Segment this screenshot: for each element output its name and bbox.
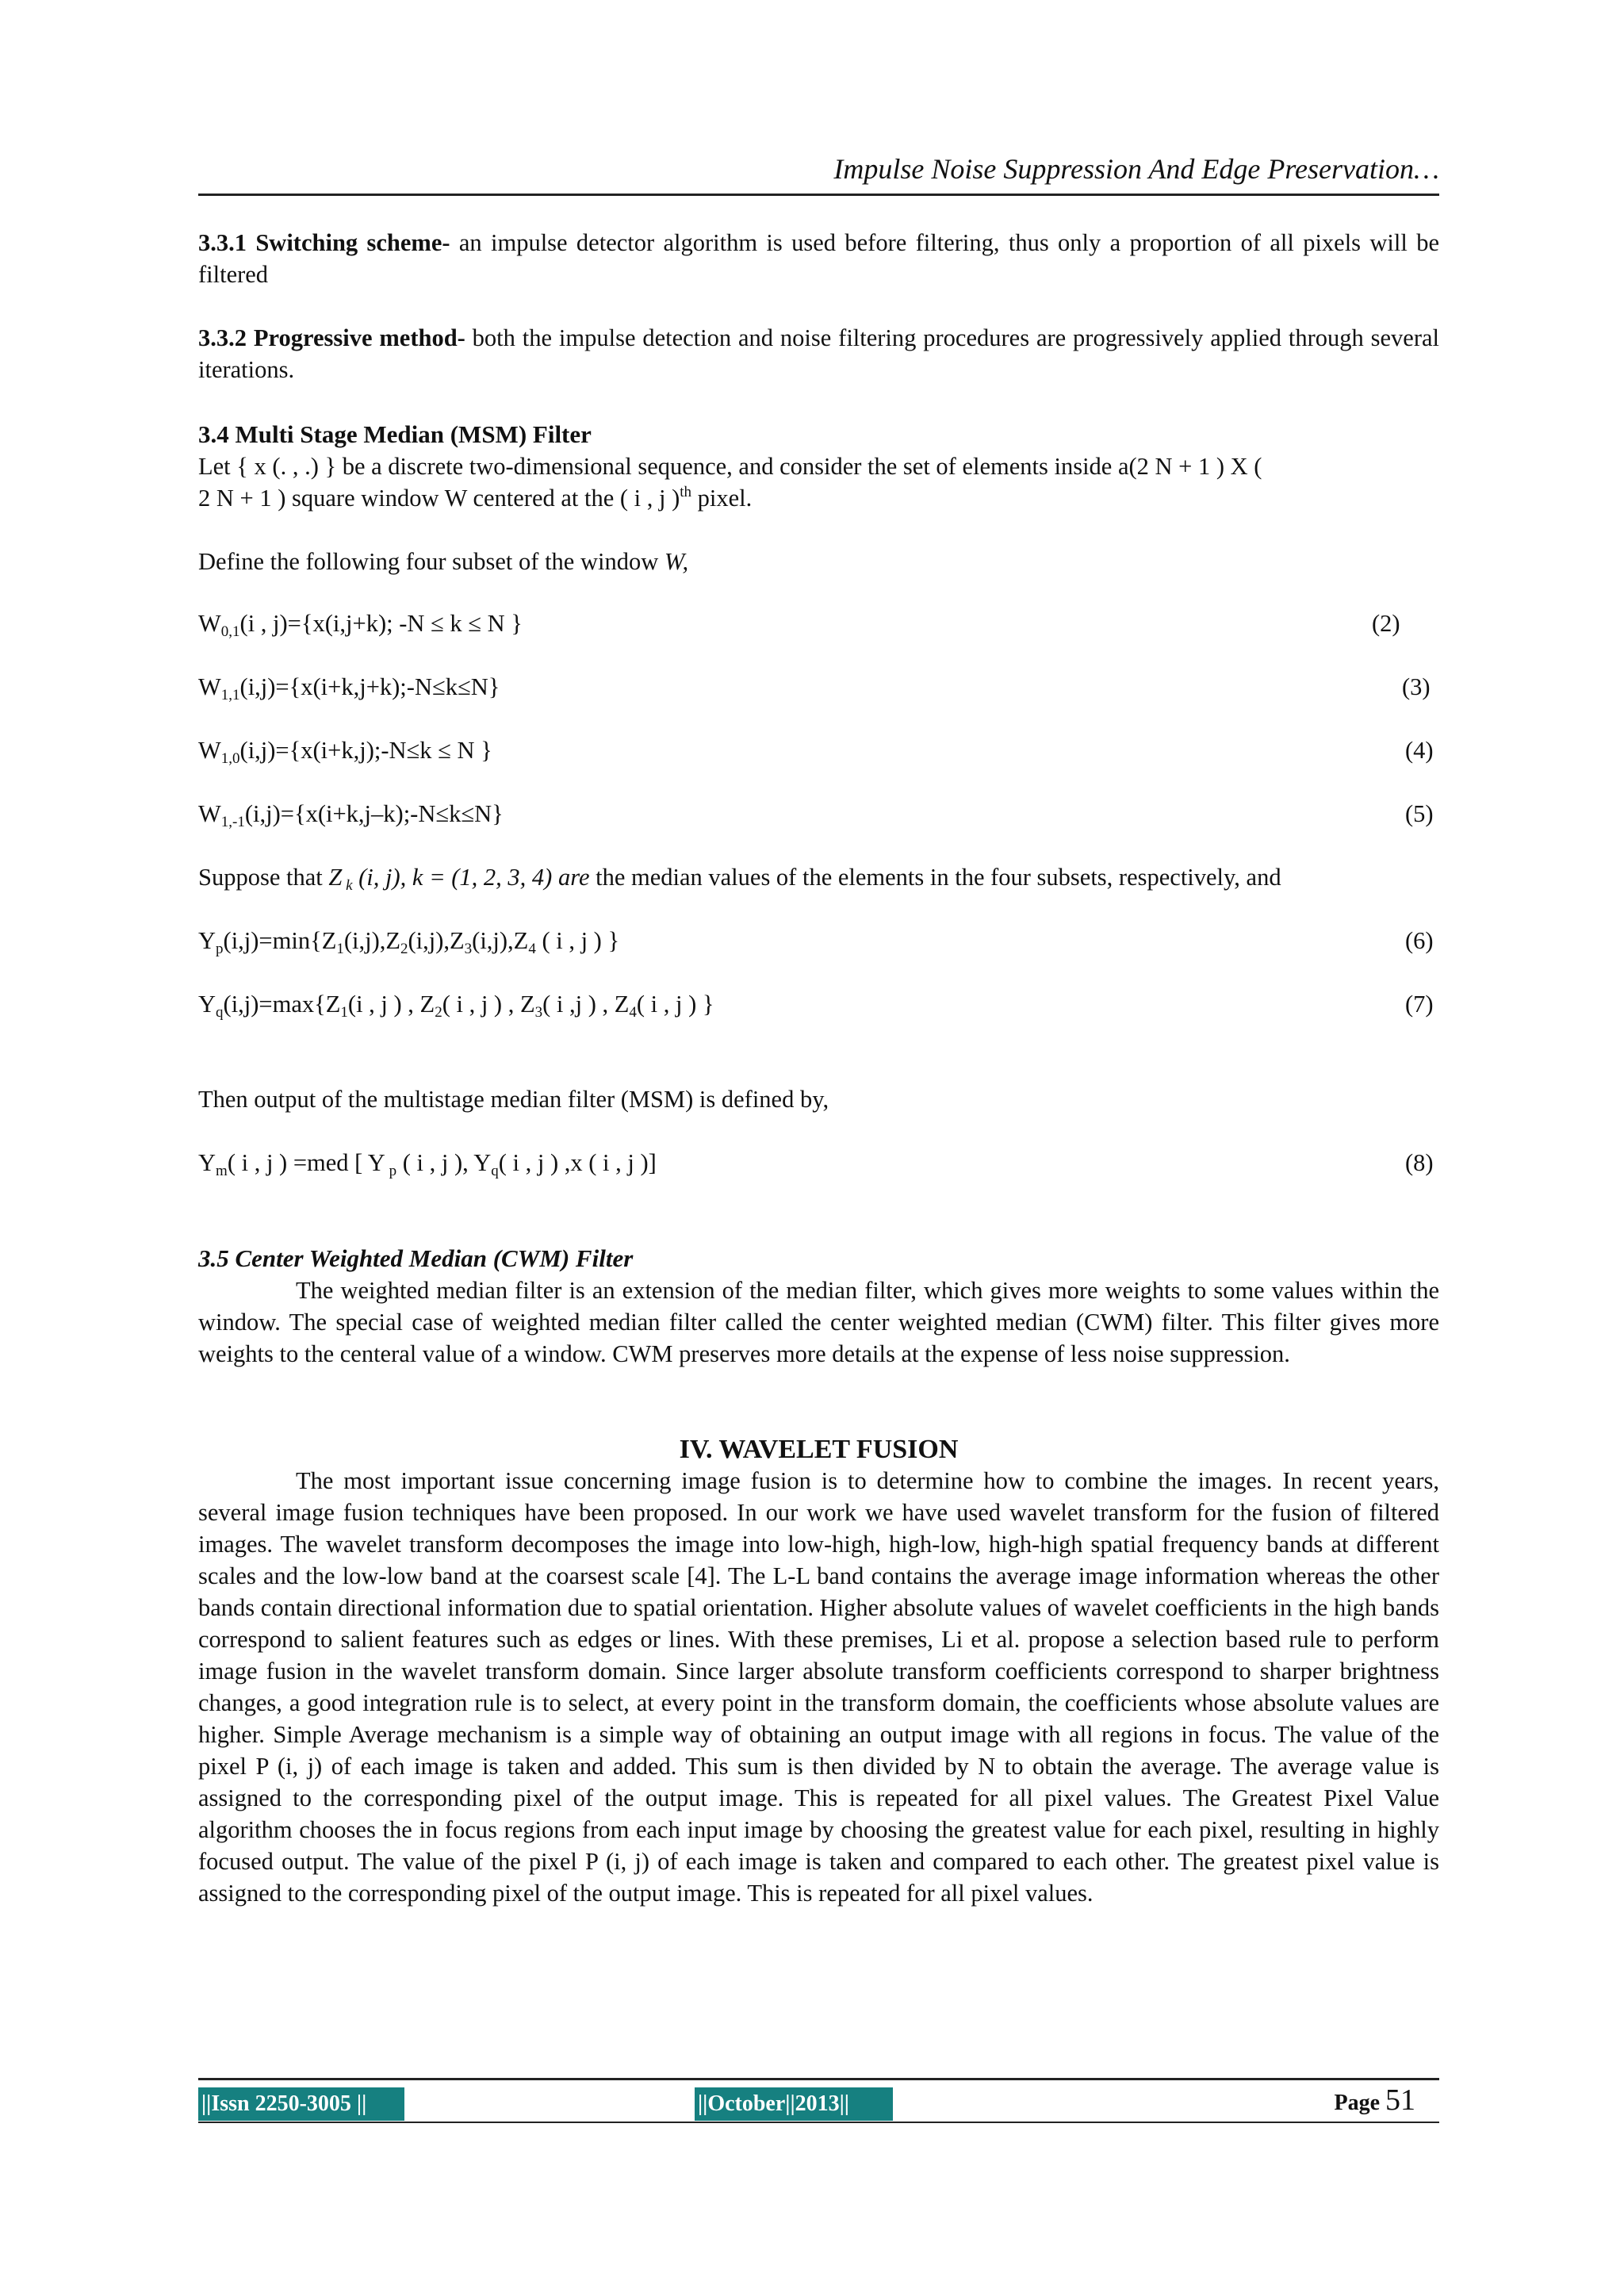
define-subsets-line: Define the following four subset of the window W,	[198, 548, 689, 575]
equation-number-5: (5)	[1405, 800, 1434, 827]
header-rule	[198, 194, 1439, 196]
equation-5: $W_{1,-1}(i,j)=\{x(i+k,j-k);-N\le k\le N\}$	[198, 800, 504, 830]
heading-3-3-1: 3.3.1 Switching scheme-	[198, 229, 450, 256]
paragraph-progressive-method	[198, 322, 1439, 385]
equation-3: $W_{1,1}(i,j)=\{x(i+k,j+k);-N\le k\le N\}$	[198, 673, 500, 703]
running-header: Impulse Noise Suppression And Edge Preservation…	[833, 153, 1439, 185]
footer-rule-bottom	[198, 2122, 1439, 2123]
footer-rule-top	[198, 2078, 1439, 2080]
footer-issn: ||Issn 2250-3005 ||	[198, 2087, 404, 2121]
text-3-3-1: an impulse detector algorithm is used before filtering, thus only a proportion of all pixels will be filtered	[198, 229, 1439, 288]
equation-2: $W_{0,1}(i$ , j)={x(i,j+k); -N ≤ k ≤ N }	[198, 610, 523, 640]
suppose-line: Suppose that Z $_k$ (i, j), k = (1, 2, 3, 4) are the median values of the elements in the four subsets, respectively, and	[198, 864, 1281, 894]
equation-6: $Y_p(i,j)=\min\{Z_1(i,j),Z_2(i,j),Z_3(i,j),Z_4$ ( i , j ) }	[198, 927, 620, 957]
paragraph-cwm-filter: The weighted median filter is an extension of the median filter, which gives more weights to some values within the window. The special case of weighted median filter called the center weighted median (CWM) filter. This filter gives more weights to the centeral value of a window. CWM preserves more details at the expense of less noise suppression.	[198, 1277, 1439, 1367]
section-heading-iv: IV. WAVELET FUSION	[679, 1435, 959, 1464]
paragraph-wavelet-fusion: The most important issue concerning image fusion is to determine how to combine the images. In recent years, several image fusion techniques have been proposed. In our work we have used wavelet transform for the fusion of filtered images. The wavelet transform decomposes the image into low-high, high-low, high-high spatial frequency bands at different scales and the low-low band at the coarsest scale [4]. The L-L band contains the average image information whereas the other bands contain directional information due to spatial orientation. Higher absolute values of wavelet coefficients in the high bands correspond to salient features such as edges or lines. With these premises, Li et al. propose a selection based rule to perform image fusion in the wavelet transform domain. Since larger absolute transform coefficients correspond to sharper brightness changes, a good integration rule is to select, at every point in the transform domain, the coefficients whose absolute values are higher. Simple Average mechanism is a simple way of obtaining an output image with all regions in focus. The value of the pixel P (i, j) of each image is taken and added. This sum is then divided by N to obtain the average. The average value is assigned to the corresponding pixel of the output image. This is repeated for all pixel values. The Greatest Pixel Value algorithm chooses the in focus regions from each input image by choosing the greatest value for each pixel, resulting in highly focused output. The value of the pixel P (i, j) of each image is taken and compared to each other. The greatest pixel value is assigned to the corresponding pixel of the output image. This is repeated for all pixel values.	[198, 1467, 1439, 1907]
footer-date: ||October||2013||	[695, 2087, 893, 2121]
msm-intro-line-2: 2 N + 1 ) square window W centered at the ( i , j )$^{th}$ pixel.	[198, 484, 753, 512]
equation-7: $Y_q(i,j)=\max\{Z_1(i$ , j ) , $Z_2$( i , j ) , $Z_3$( i ,j ) , $Z_4$( i , j ) }	[198, 991, 714, 1021]
paragraph-switching-scheme	[198, 227, 1439, 290]
then-output-line: Then output of the multistage median filter (MSM) is defined by,	[198, 1086, 829, 1113]
equation-number-7: (7)	[1405, 991, 1434, 1018]
heading-3-5: 3.5 Center Weighted Median (CWM) Filter	[198, 1244, 634, 1272]
equation-number-8: (8)	[1405, 1149, 1434, 1176]
heading-3-3-2: 3.3.2 Progressive method-	[198, 324, 465, 351]
msm-intro-line-1: Let { x (. , .) } be a discrete two-dimensional sequence, and consider the set of elements inside a(2 N + 1 ) X (	[198, 453, 1262, 480]
footer-page-label: Page	[1334, 2091, 1385, 2115]
equation-4: $W_{1,0}(i,j)=\{x(i+k,j);-N\le k \le N$ }	[198, 737, 492, 767]
equation-number-2: (2)	[1372, 610, 1400, 637]
text-3-3-2: both the impulse detection and noise filtering procedures are progressively applied through several iterations.	[198, 324, 1439, 383]
equation-8: $Y_m$( i , j ) =med [ Y $_p$ ( i , j ), $Y_q$( i , j ) ,x ( i , j )]	[198, 1149, 657, 1179]
equation-number-4: (4)	[1405, 737, 1434, 764]
footer-page-number: 51	[1385, 2083, 1415, 2117]
heading-3-4: 3.4 Multi Stage Median (MSM) Filter	[198, 420, 592, 448]
equation-number-3: (3)	[1402, 673, 1431, 700]
equation-number-6: (6)	[1405, 927, 1434, 954]
footer-page	[1334, 2083, 1415, 2118]
